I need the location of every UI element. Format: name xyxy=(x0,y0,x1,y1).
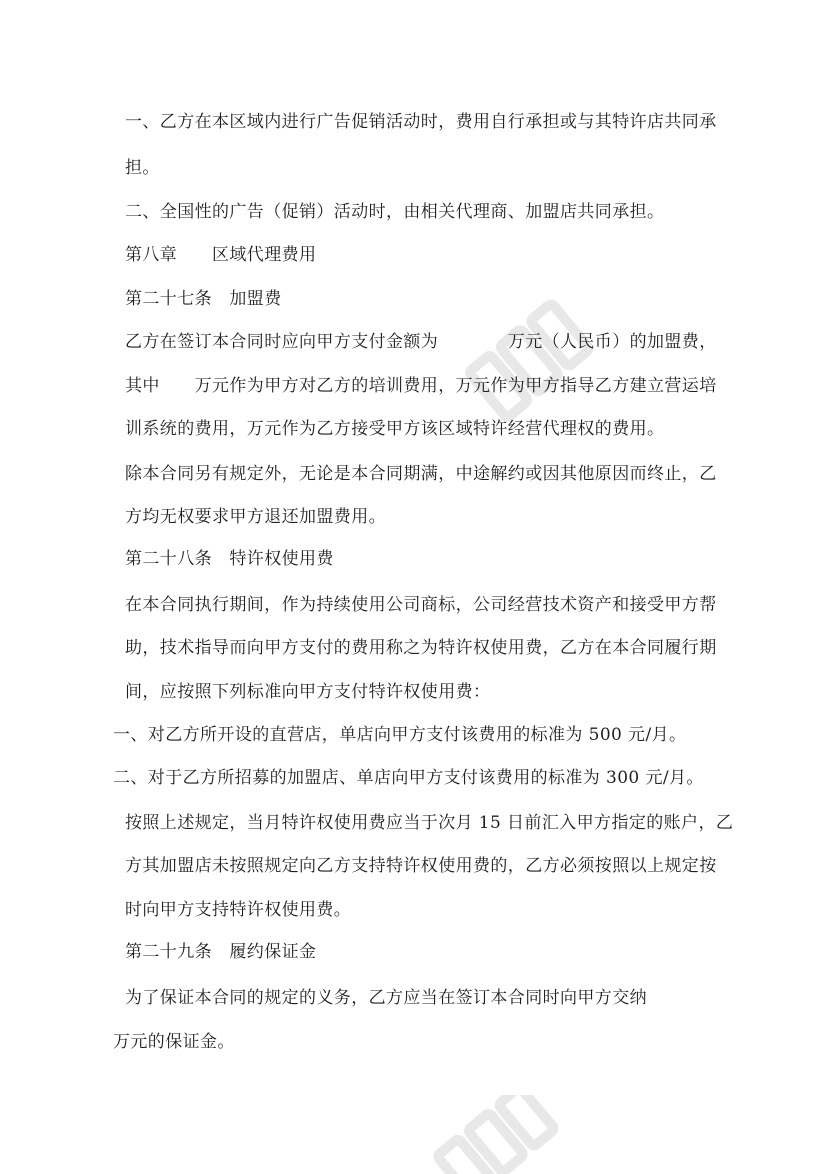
paragraph-line: 一、乙方在本区域内进行广告促销活动时，费用自行承担或与其特许店共同承 xyxy=(125,112,717,132)
paragraph-line: 乙方在签订本合同时应向甲方支付金额为 万元（人民币）的加盟费， xyxy=(125,332,717,352)
paragraph-line: 助，技术指导而向甲方支付的费用称之为特许权使用费，乙方在本合同履行期 xyxy=(125,638,717,658)
paragraph-line: 为了保证本合同的规定的义务，乙方应当在签订本合同时向甲方交纳 xyxy=(125,988,647,1008)
article-heading: 第二十八条 特许权使用费 xyxy=(125,549,334,569)
watermark xyxy=(455,285,605,435)
paragraph-line: 在本合同执行期间，作为持续使用公司商标，公司经营技术资产和接受甲方帮 xyxy=(125,595,717,615)
paragraph-line: 训系统的费用，万元作为乙方接受甲方该区域特许经营代理权的费用。 xyxy=(125,419,665,439)
paragraph-line: 方其加盟店未按照规定向乙方支持特许权使用费的，乙方必须按照以上规定按 xyxy=(125,856,717,876)
paragraph-line: 方均无权要求甲方退还加盟费用。 xyxy=(125,507,386,527)
article-heading: 第二十七条 加盟费 xyxy=(125,289,282,309)
paragraph-line: 一、对乙方所开设的直营店，单店向甲方支付该费用的标准为 500 元/月。 xyxy=(113,725,687,745)
paragraph-line: 按照上述规定，当月特许权使用费应当于次月 15 日前汇入甲方指定的账户，乙 xyxy=(125,813,734,833)
paragraph-line: 间，应按照下列标准向甲方支付特许权使用费： xyxy=(125,682,491,702)
paragraph-line: 担。 xyxy=(125,158,160,178)
paragraph-line: 二、全国性的广告（促销）活动时，由相关代理商、加盟店共同承担。 xyxy=(125,202,665,222)
paragraph-line: 时向甲方支持特许权使用费。 xyxy=(125,900,352,920)
paragraph-line: 万元的保证金。 xyxy=(113,1032,235,1052)
chapter-heading: 第八章 区域代理费用 xyxy=(125,245,317,265)
article-heading: 第二十九条 履约保证金 xyxy=(125,942,317,962)
paragraph-line: 其中 万元作为甲方对乙方的培训费用，万元作为甲方指导乙方建立营运培 xyxy=(125,376,717,396)
watermark-bottom xyxy=(420,1095,570,1174)
paragraph-line: 除本合同另有规定外，无论是本合同期满，中途解约或因其他原因而终止，乙 xyxy=(125,464,717,484)
paragraph-line: 二、对于乙方所招募的加盟店、单店向甲方支付该费用的标准为 300 元/月。 xyxy=(113,768,704,788)
